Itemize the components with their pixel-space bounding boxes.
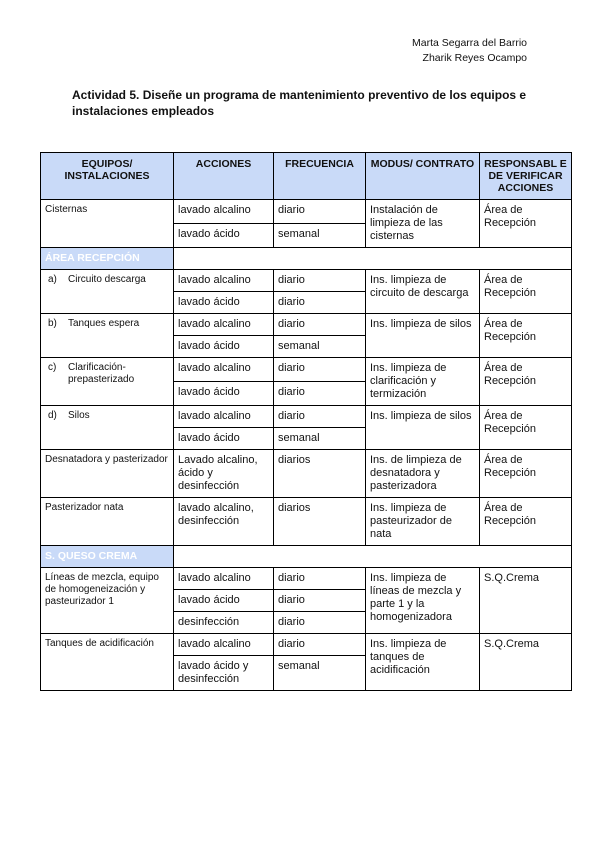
accion-cell: lavado alcalino — [174, 634, 274, 656]
equipo-cell: Cisternas — [41, 200, 174, 248]
frecuencia-cell: diario — [274, 270, 366, 292]
header-equipos: EQUIPOS/ INSTALACIONES — [41, 153, 174, 200]
table-row — [41, 406, 572, 428]
accion-cell: lavado alcalino — [174, 314, 274, 336]
item-letter: b) — [48, 318, 57, 329]
accion-cell: lavado alcalino, desinfección — [174, 498, 274, 546]
modus-cell: Ins. limpieza de tanques de acidificación — [366, 634, 480, 691]
responsable-cell: Área de Recepción — [480, 406, 572, 450]
accion-cell: lavado ácido y desinfección — [174, 656, 274, 691]
responsable-cell: S.Q.Crema — [480, 634, 572, 691]
accion-cell: desinfección — [174, 612, 274, 634]
author-name: Marta Segarra del Barrio — [412, 37, 527, 49]
frecuencia-cell: diario — [274, 358, 366, 382]
accion-cell: lavado alcalino — [174, 406, 274, 428]
accion-cell: lavado ácido — [174, 224, 274, 248]
modus-cell: Ins. de limpieza de desnatadora y pasterizadora — [366, 450, 480, 498]
author-block — [412, 36, 527, 66]
equipo-cell — [41, 406, 174, 450]
responsable-cell: Área de Recepción — [480, 270, 572, 314]
accion-cell: lavado ácido — [174, 590, 274, 612]
modus-cell: Instalación de limpieza de las cisternas — [366, 200, 480, 248]
accion-cell: lavado alcalino — [174, 270, 274, 292]
equipo-label: Clarificación- — [68, 362, 126, 373]
item-letter: d) — [48, 410, 57, 421]
section-recepcion-label: ÁREA RECEPCIÓN — [41, 248, 174, 270]
header-acciones: ACCIONES — [174, 153, 274, 200]
equipo-label: Circuito descarga — [68, 274, 146, 285]
section-row — [41, 248, 572, 270]
frecuencia-cell: diario — [274, 634, 366, 656]
equipo-label: Silos — [68, 410, 90, 421]
accion-cell: Lavado alcalino, ácido y desinfección — [174, 450, 274, 498]
frecuencia-cell: semanal — [274, 656, 366, 691]
responsable-cell: Área de Recepción — [480, 200, 572, 248]
table-row — [41, 358, 572, 382]
responsable-cell: Área de Recepción — [480, 450, 572, 498]
frecuencia-cell: diario — [274, 590, 366, 612]
equipo-cell — [41, 314, 174, 358]
modus-cell: Ins. limpieza de circuito de descarga — [366, 270, 480, 314]
frecuencia-cell: diarios — [274, 498, 366, 546]
responsable-cell: Área de Recepción — [480, 358, 572, 406]
frecuencia-cell: diario — [274, 200, 366, 224]
table-row — [41, 314, 572, 336]
equipo-cell: Tanques de acidificación — [41, 634, 174, 691]
header-modus: MODUS/ CONTRATO — [366, 153, 480, 200]
modus-cell: Ins. limpieza de pasteurizador de nata — [366, 498, 480, 546]
modus-cell: Ins. limpieza de líneas de mezcla y parte 1 y la homogenizadora — [366, 568, 480, 634]
equipo-cell: Pasterizador nata — [41, 498, 174, 546]
modus-cell: Ins. limpieza de silos — [366, 406, 480, 450]
responsable-cell: S.Q.Crema — [480, 568, 572, 634]
table-row — [41, 200, 572, 224]
table-row — [41, 568, 572, 590]
section-blank — [174, 546, 572, 568]
equipo-label-cont: prepasterizado — [68, 374, 135, 385]
section-queso-label: S. QUESO CREMA — [41, 546, 174, 568]
author-name: Zharik Reyes Ocampo — [422, 52, 527, 64]
responsable-cell: Área de Recepción — [480, 498, 572, 546]
accion-cell: lavado ácido — [174, 382, 274, 406]
accion-cell: lavado alcalino — [174, 358, 274, 382]
equipo-cell: Líneas de mezcla, equipo de homogeneización y pasteurizador 1 — [41, 568, 174, 634]
table-row — [41, 634, 572, 656]
frecuencia-cell: diario — [274, 406, 366, 428]
equipo-label: Tanques espera — [68, 318, 140, 329]
accion-cell: lavado ácido — [174, 336, 274, 358]
frecuencia-cell: semanal — [274, 428, 366, 450]
item-letter: c) — [48, 362, 57, 373]
header-responsable: RESPONSABL E DE VERIFICAR ACCIONES — [480, 153, 572, 200]
equipo-cell — [41, 358, 174, 406]
accion-cell: lavado alcalino — [174, 200, 274, 224]
equipo-cell — [41, 270, 174, 314]
header-row — [41, 153, 572, 200]
section-blank — [174, 248, 572, 270]
frecuencia-cell: diario — [274, 314, 366, 336]
modus-cell: Ins. limpieza de silos — [366, 314, 480, 358]
accion-cell: lavado ácido — [174, 292, 274, 314]
maintenance-table — [40, 152, 572, 691]
table-row — [41, 270, 572, 292]
equipo-cell: Desnatadora y pasterizador — [41, 450, 174, 498]
table-row — [41, 498, 572, 546]
frecuencia-cell: diario — [274, 568, 366, 590]
frecuencia-cell: diario — [274, 612, 366, 634]
table-row — [41, 450, 572, 498]
item-letter: a) — [48, 274, 57, 285]
frecuencia-cell: diario — [274, 382, 366, 406]
modus-cell: Ins. limpieza de clarificación y termización — [366, 358, 480, 406]
frecuencia-cell: semanal — [274, 336, 366, 358]
frecuencia-cell: diarios — [274, 450, 366, 498]
accion-cell: lavado alcalino — [174, 568, 274, 590]
frecuencia-cell: semanal — [274, 224, 366, 248]
responsable-cell: Área de Recepción — [480, 314, 572, 358]
header-frecuencia: FRECUENCIA — [274, 153, 366, 200]
activity-title: Actividad 5. Diseñe un programa de mantenimiento preventivo de los equipos e instalaciones empleados — [72, 88, 527, 118]
frecuencia-cell: diario — [274, 292, 366, 314]
accion-cell: lavado ácido — [174, 428, 274, 450]
section-row — [41, 546, 572, 568]
